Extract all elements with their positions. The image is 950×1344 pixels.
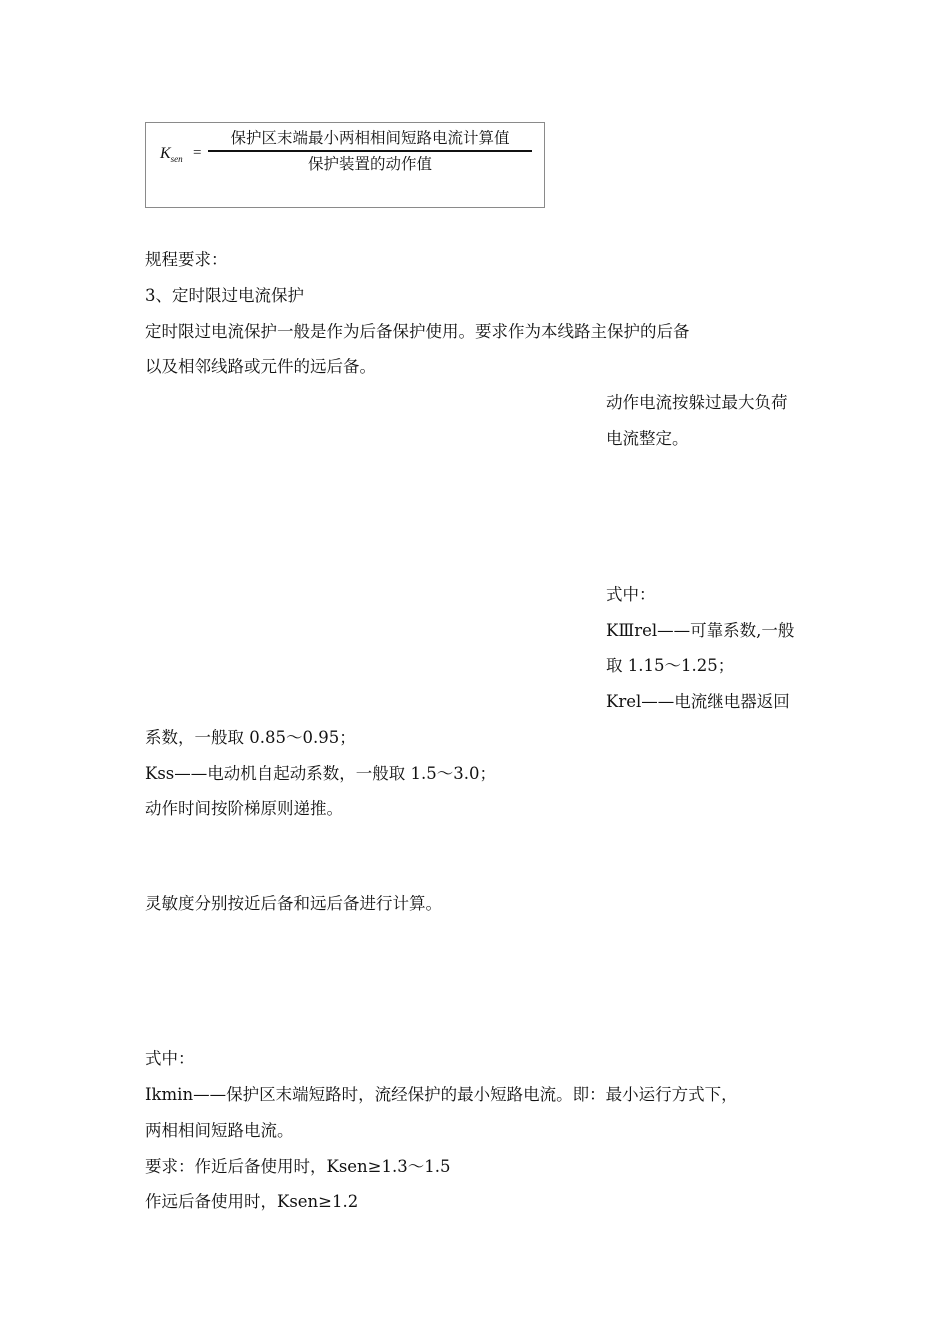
text-line: 以及相邻线路或元件的远后备。	[145, 357, 376, 376]
text-line: 作远后备使用时，Ksen≥1.2	[145, 1192, 359, 1211]
text-line: Krel——电流继电器返回	[606, 692, 790, 711]
formula-equals: =	[193, 145, 202, 161]
section-heading-definite-time-overcurrent: 3、定时限过电流保护	[145, 286, 304, 305]
text-line: 取 1.15～1.25；	[606, 656, 735, 675]
text-line: Kss——电动机自起动系数，一般取 1.5～3.0；	[145, 764, 496, 783]
text-line: 要求：作近后备使用时，Ksen≥1.3～1.5	[145, 1157, 451, 1176]
text-line: 定时限过电流保护一般是作为后备保护使用。要求作为本线路主保护的后备	[145, 322, 690, 341]
fraction-bar	[208, 150, 532, 152]
text-line: 两相相间短路电流。	[145, 1121, 294, 1140]
formula-numerator: 保护区末端最小两相相间短路电流计算值	[230, 129, 510, 147]
formula-lhs-subscript: sen	[170, 154, 183, 165]
formula-fraction	[208, 128, 532, 174]
text-line: Ikmin——保护区末端短路时，流经保护的最小短路电流。即：最小运行方式下，	[145, 1085, 738, 1104]
formula-lhs	[160, 145, 183, 164]
text-line-where: 式中：	[145, 1049, 195, 1068]
text-line-requirements-heading: 规程要求：	[145, 250, 228, 269]
text-line: 灵敏度分别按近后备和远后备进行计算。	[145, 894, 442, 913]
formula-lhs-symbol: K	[160, 145, 171, 162]
text-line: KⅢrel——可靠系数,一般	[606, 621, 795, 640]
sensitivity-formula-box	[145, 122, 545, 208]
text-line: 动作时间按阶梯原则递推。	[145, 799, 343, 818]
text-line: 电流整定。	[606, 429, 689, 448]
text-line: 系数，一般取 0.85～0.95；	[145, 728, 356, 747]
text-line: 动作电流按躲过最大负荷	[606, 393, 788, 412]
formula-denominator: 保护装置的动作值	[307, 154, 432, 173]
text-line-where: 式中：	[606, 585, 656, 604]
